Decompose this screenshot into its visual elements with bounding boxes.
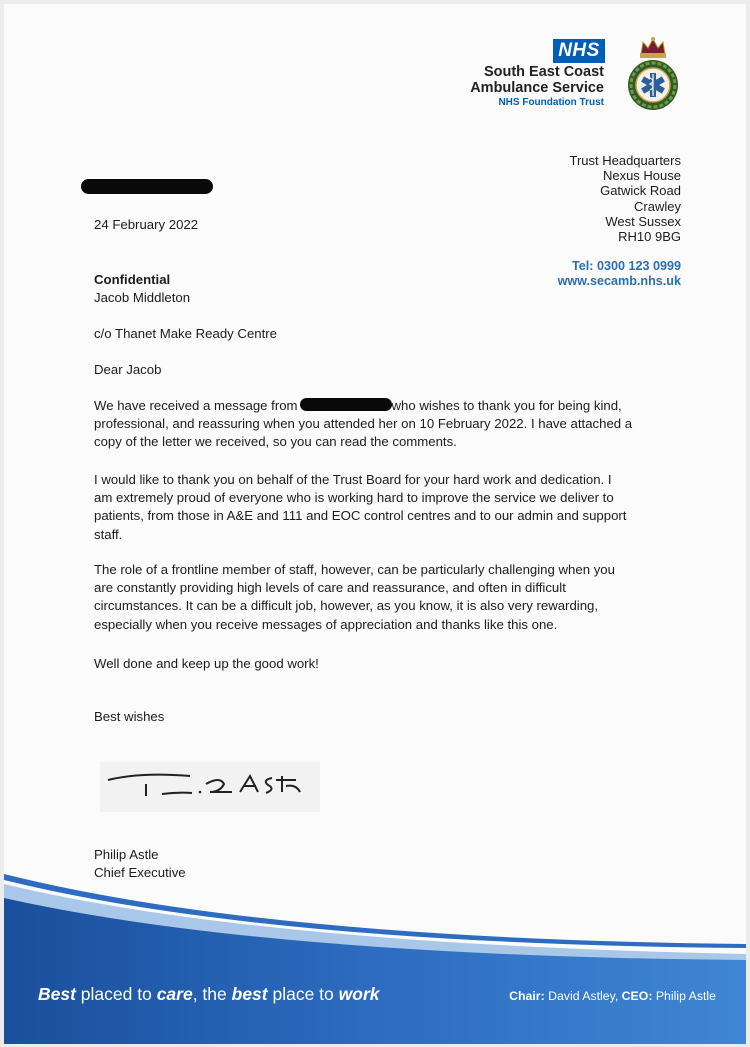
closing: Best wishes xyxy=(94,709,165,724)
paragraph-3 xyxy=(94,561,674,634)
paragraph-2 xyxy=(94,471,674,544)
signer-title: Chief Executive xyxy=(94,865,186,880)
paragraph-1 xyxy=(94,397,674,452)
org-subtitle: NHS Foundation Trust xyxy=(498,97,604,108)
trust-address xyxy=(569,153,681,244)
chair-name: David Astley, xyxy=(544,989,622,1003)
contact-details xyxy=(558,259,681,289)
letter-page xyxy=(4,4,746,1044)
p3-line1: The role of a frontline member of staff, however, can be particularly challenging when you xyxy=(94,562,615,577)
website-link[interactable]: www.secamb.nhs.uk xyxy=(557,274,681,288)
org-name-line2: Ambulance Service xyxy=(470,79,604,96)
org-name-line1: South East Coast xyxy=(483,64,604,80)
letter-date: 24 February 2022 xyxy=(94,217,199,232)
p1-line1-end: who wishes to thank you for being kind, xyxy=(391,398,622,413)
slogan-word-best-1: Best xyxy=(38,984,76,1004)
slogan-word-care: care xyxy=(156,984,193,1004)
ceo-name: Philip Astle xyxy=(652,989,716,1003)
p2-line3: patients, from those in A&E and 111 and EOC control centres and to our admin and support xyxy=(94,508,627,524)
organisation-name xyxy=(470,65,604,96)
p1-line3: copy of the letter we received, so you can read the comments. xyxy=(94,434,457,450)
paragraph-4: Well done and keep up the good work! xyxy=(94,656,319,671)
p3-line4: especially when you receive messages of appreciation and thanks like this one. xyxy=(94,616,558,632)
p2-line2: am extremely proud of everyone who is working hard to improve the service we deliver to xyxy=(94,490,614,506)
recipient-name: Jacob Middleton xyxy=(94,290,191,305)
p1-line1 xyxy=(94,397,674,415)
chair-label: Chair: xyxy=(509,989,545,1003)
p2-line1: I would like to thank you on behalf of the Trust Board for your hard work and dedication. I xyxy=(94,472,612,487)
redacted-sender-name xyxy=(300,398,392,411)
slogan-word-best-2: best xyxy=(231,984,268,1004)
p1-line1-start: We have received a message from xyxy=(94,398,298,413)
recipient-care-of: c/o Thanet Make Ready Centre xyxy=(94,326,278,341)
salutation: Dear Jacob xyxy=(94,362,162,377)
footer-wave xyxy=(4,864,746,1044)
p3-line3: circumstances. It can be a difficult job, however, as you know, it is also very rewarding, xyxy=(94,598,599,614)
address-line6: RH10 9BG xyxy=(618,229,681,245)
address-line2: Nexus House xyxy=(602,168,681,184)
slogan-word-placed: placed to xyxy=(75,984,157,1004)
ambulance-service-crest-icon xyxy=(625,34,681,114)
signer-name: Philip Astle xyxy=(94,847,159,862)
p3-line2: are constantly providing high levels of care and reassurance, and often in difficult xyxy=(94,580,566,596)
slogan-word-work: work xyxy=(338,984,380,1004)
slogan-word-place: place to xyxy=(267,984,339,1004)
telephone: Tel: 0300 123 0999 xyxy=(572,259,681,273)
nhs-logo: NHS xyxy=(553,39,605,63)
ceo-label: CEO: xyxy=(621,989,653,1003)
p2-line4: staff. xyxy=(94,526,123,542)
redacted-reference xyxy=(81,179,213,194)
footer-chair-ceo xyxy=(509,989,716,1003)
address-line4: Crawley xyxy=(634,198,681,214)
handwritten-signature xyxy=(100,762,320,812)
confidential-label: Confidential xyxy=(94,272,171,287)
slogan-word-the: , the xyxy=(192,984,232,1004)
address-line3: Gatwick Road xyxy=(600,183,681,199)
p1-line2: professional, and reassuring when you attended her on 10 February 2022. I have attached a xyxy=(94,416,633,432)
footer-slogan xyxy=(38,984,380,1005)
address-line5: West Sussex xyxy=(605,213,681,229)
address-line1: Trust Headquarters xyxy=(569,153,681,168)
